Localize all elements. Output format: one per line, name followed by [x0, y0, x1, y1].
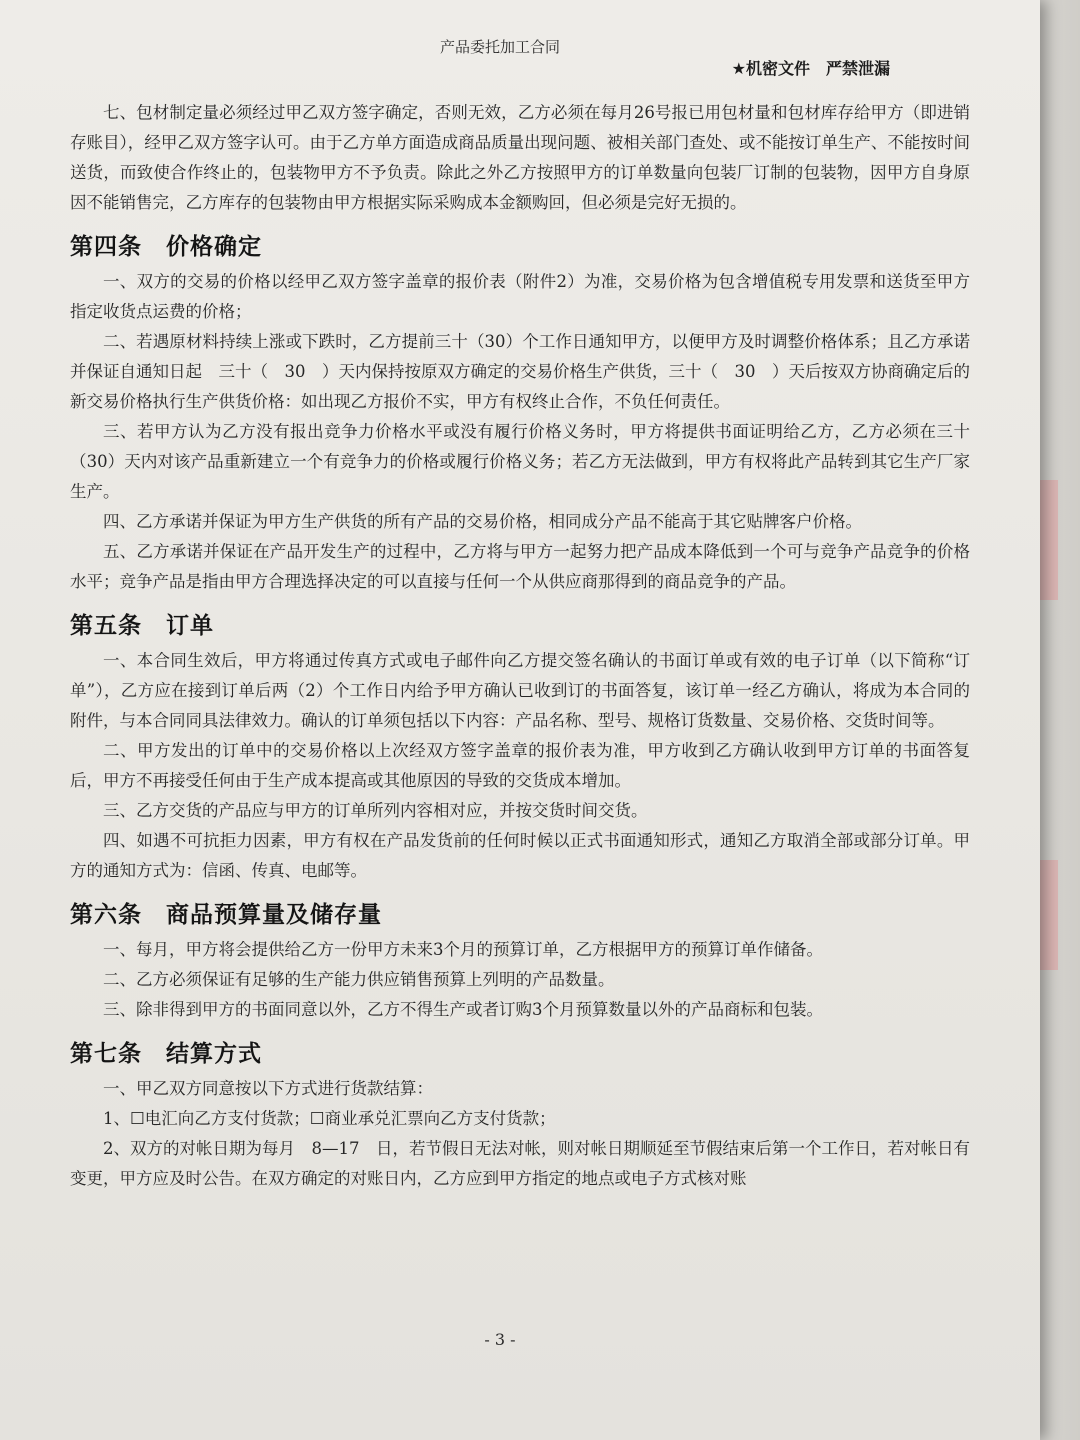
contract-paragraph: 二、甲方发出的订单中的交易价格以上次经双方签字盖章的报价表为准，甲方收到乙方确认收到甲方订单的书面答复后，甲方不再接受任何由于生产成本提高或其他原因的导致的交货成本增加。 [70, 741, 970, 790]
contract-paragraph: 三、乙方交货的产品应与甲方的订单所列内容相对应，并按交货时间交货。 [103, 801, 648, 820]
section-heading: 第六条 商品预算量及储存量 [70, 902, 382, 928]
contract-paragraph: 四、乙方承诺并保证为甲方生产供货的所有产品的交易价格，相同成分产品不能高于其它贴牌客户价格。 [103, 512, 862, 531]
section-heading: 第七条 结算方式 [70, 1041, 262, 1067]
contract-paragraph: 七、包材制定量必须经过甲乙双方签字确定，否则无效，乙方必须在每月26号报已用包材量和包材库存给甲方（即进销存账目），经甲乙双方签字认可。由于乙方单方面造成商品质量出现问题、被相关部门查处、或不能按订单生产、不能按时间送货，而致使合作终止的，包装物甲方不予负责。除此之外乙方按照甲方的订单数量向包装厂订制的包装物，因甲方自身原因不能销售完，乙方库存的包装物由甲方根据实际采购成本金额购回，但必须是完好无损的。 [70, 103, 970, 212]
contract-paragraph: 一、双方的交易的价格以经甲乙双方签字盖章的报价表（附件2）为准，交易价格为包含增值税专用发票和送货至甲方指定收货点运费的价格； [70, 272, 970, 321]
document-title: 产品委托加工合同 [439, 38, 560, 56]
contract-paragraph: 1、☐电汇向乙方支付货款；☐商业承兑汇票向乙方支付货款； [103, 1109, 556, 1128]
contract-paragraph: 2、双方的对帐日期为每月 8—17 日，若节假日无法对帐，则对帐日期顺延至节假结束后第一个工作日，若对帐日有变更，甲方应及时公告。在双方确定的对账日内，乙方应到甲方指定的地点或电子方式核对账 [70, 1139, 970, 1188]
contract-paragraph: 一、每月，甲方将会提供给乙方一份甲方未来3个月的预算订单，乙方根据甲方的预算订单作储备。 [103, 940, 823, 959]
contract-paragraph: 一、本合同生效后，甲方将通过传真方式或电子邮件向乙方提交签名确认的书面订单或有效的电子订单（以下简称“订单”），乙方应在接到订单后两（2）个工作日内给予甲方确认已收到订的书面答复，该订单一经乙方确认，将成为本合同的附件，与本合同同具法律效力。确认的订单须包括以下内容：产品名称、型号、规格订货数量、交易价格、交货时间等。 [70, 651, 970, 730]
contract-paragraph: 四、如遇不可抗拒力因素，甲方有权在产品发货前的任何时候以正式书面通知形式，通知乙方取消全部或部分订单。甲方的通知方式为：信函、传真、电邮等。 [70, 831, 970, 880]
section-heading: 第五条 订单 [70, 613, 214, 639]
contract-paragraph: 一、甲乙双方同意按以下方式进行货款结算： [103, 1079, 433, 1098]
page-number: - 3 - [484, 1330, 516, 1349]
contract-paragraph: 五、乙方承诺并保证在产品开发生产的过程中，乙方将与甲方一起努力把产品成本降低到一个可与竞争产品竞争的价格水平；竞争产品是指由甲方合理选择决定的可以直接与任何一个从供应商那得到的商品竞争的产品。 [70, 542, 970, 591]
contract-paragraph: 二、若遇原材料持续上涨或下跌时，乙方提前三十（30）个工作日通知甲方，以便甲方及时调整价格体系；且乙方承诺并保证自通知日起 三十（ 30 ）天内保持按原双方确定的交易价格生产供货，三十（ 30 ）天后按双方协商确定后的新交易价格执行生产供货价格：如出现乙方报价不实，甲方有权终止合作，不负任何责任。 [70, 332, 970, 411]
contract-paragraph: 三、除非得到甲方的书面同意以外，乙方不得生产或者订购3个月预算数量以外的产品商标和包装。 [103, 1000, 823, 1019]
contract-paragraph: 二、乙方必须保证有足够的生产能力供应销售预算上列明的产品数量。 [103, 970, 615, 989]
section-heading: 第四条 价格确定 [70, 234, 262, 260]
contract-paragraph: 三、若甲方认为乙方没有报出竞争力价格水平或没有履行价格义务时，甲方将提供书面证明给乙方，乙方必须在三十（30）天内对该产品重新建立一个有竞争力的价格或履行价格义务；若乙方无法做到，甲方有权将此产品转到其它生产厂家生产。 [70, 422, 970, 501]
confidential-notice: ★机密文件 严禁泄漏 [731, 59, 890, 78]
contract-body [70, 98, 970, 1194]
